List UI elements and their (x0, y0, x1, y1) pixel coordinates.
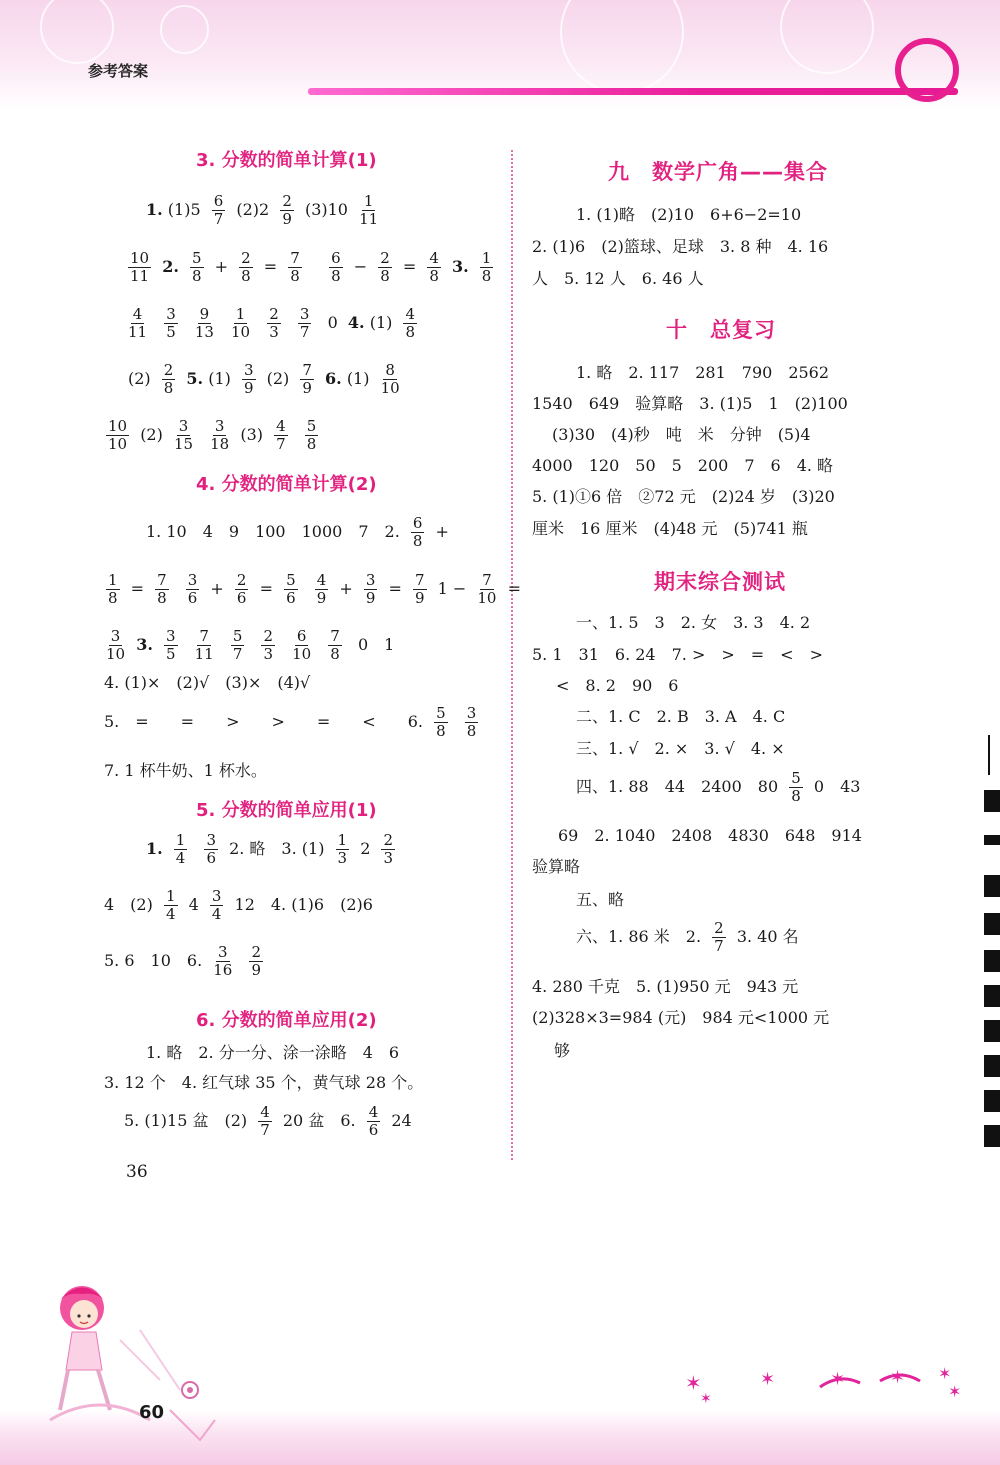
answer-text: (2) (266, 369, 290, 388)
svg-text:✶: ✶ (890, 1367, 906, 1388)
fraction: $\frac{2}{3}$ (383, 831, 394, 867)
svg-text:✶: ✶ (760, 1369, 776, 1390)
item-number: 5. (186, 369, 204, 388)
answer-line: 三、1. √ 2. × 3. √ 4. × (576, 739, 785, 758)
answer-line (100, 628, 394, 663)
answer-line: 1. 略 2. 分一分、涂一涂略 4 6 (146, 1043, 400, 1062)
fraction: $\frac{3}{5}$ (166, 305, 176, 341)
answer-text: 六、1. 86 米 2. (576, 927, 702, 946)
answer-line: < 8. 2 90 6 (556, 676, 679, 695)
fraction: $\frac{8}{10}$ (380, 361, 400, 397)
fraction: $\frac{2}{8}$ (380, 249, 390, 285)
tab-marker (984, 835, 1000, 845)
answer-text: (1) (208, 369, 231, 388)
operator: + (210, 579, 224, 598)
answer-text: (1)5 (167, 200, 201, 219)
fraction: $\frac{4}{11}$ (128, 305, 148, 341)
fraction: $\frac{2}{9}$ (251, 943, 261, 979)
fraction: $\frac{3}{18}$ (210, 417, 230, 453)
answer-line: 69 2. 1040 2408 4830 648 914 (558, 826, 862, 845)
fraction: $\frac{9}{13}$ (194, 305, 214, 341)
answer-line: 1. 略 2. 117 281 790 2562 (576, 363, 830, 382)
fraction: $\frac{3}{15}$ (173, 417, 194, 453)
tab-marker (984, 790, 1000, 812)
item-number: 3. (452, 257, 469, 276)
fraction: $\frac{7}{10}$ (477, 571, 497, 607)
answer-line: 4. (1)× (2)√ (3)× (4)√ (104, 673, 311, 692)
answer-line: 验算略 (532, 857, 581, 876)
fraction: $\frac{3}{16}$ (213, 943, 233, 979)
answer-line (128, 362, 406, 397)
answer-text: 4 (2) (104, 895, 153, 914)
operator: + (339, 579, 353, 598)
fraction: $\frac{5}{7}$ (232, 627, 243, 663)
answer-text: 24 (391, 1111, 412, 1130)
operator: = (507, 579, 521, 598)
section-title: 6. 分数的简单应用(2) (196, 1010, 377, 1031)
fraction: $\frac{1}{10}$ (231, 305, 251, 341)
answer-line (146, 193, 384, 228)
answer-text: (3)10 (304, 200, 348, 219)
fraction: $\frac{5}{8}$ (191, 249, 202, 285)
answer-line: 二、1. C 2. B 3. A 4. C (576, 707, 786, 726)
fraction: $\frac{1}{4}$ (175, 831, 186, 867)
tab-marker (984, 1020, 1000, 1042)
answer-line (104, 705, 484, 740)
answer-text: (2) (140, 425, 163, 444)
item-number: 1. (146, 200, 163, 219)
fraction: $\frac{3}{6}$ (187, 571, 198, 607)
header-bar (308, 88, 958, 95)
answer-text: 5. 6 10 6. (104, 951, 203, 970)
tab-marker (984, 1055, 1000, 1077)
answer-line: 1. (1)略 (2)10 6+6−2=10 (576, 205, 802, 224)
fraction: $\frac{7}{8}$ (157, 571, 167, 607)
column-divider (511, 150, 513, 1160)
answer-text: 2 (360, 839, 371, 858)
answer-line (146, 515, 449, 550)
fraction: $\frac{1}{8}$ (108, 571, 118, 607)
operator: = (263, 257, 278, 276)
answer-line: 人 5. 12 人 6. 46 人 (532, 269, 704, 288)
fraction: $\frac{2}{6}$ (236, 571, 247, 607)
fraction: $\frac{5}{8}$ (306, 417, 317, 453)
page-number-bottom: 60 (139, 1402, 165, 1423)
answer-line (146, 832, 401, 867)
operator: = (402, 257, 417, 276)
fraction: $\frac{1}{3}$ (337, 831, 348, 867)
answer-text: 4 (188, 895, 199, 914)
answer-line: (3)30 (4)秒 吨 米 分钟 (5)4 (552, 425, 811, 444)
answer-line (576, 920, 799, 955)
answer-line: 五、略 (576, 890, 625, 909)
answer-line: 2. (1)6 (2)篮球、足球 3. 8 种 4. 16 (532, 237, 829, 256)
answer-text: 0 1 (358, 635, 395, 654)
fraction: $\frac{3}{4}$ (211, 887, 222, 923)
operator: = (259, 579, 273, 598)
fraction: $\frac{4}{8}$ (429, 249, 439, 285)
answer-line: 4. 280 千克 5. (1)950 元 943 元 (532, 977, 799, 996)
fraction: $\frac{3}{8}$ (466, 704, 477, 740)
fraction: $\frac{7}{8}$ (330, 627, 340, 663)
tab-marker (984, 913, 1000, 935)
section-title: 期末综合测试 (654, 570, 786, 594)
fraction: $\frac{1}{4}$ (165, 887, 176, 923)
answer-text: (3) (240, 425, 263, 444)
header-circle-icon (895, 38, 959, 102)
section-title: 5. 分数的简单应用(1) (196, 800, 377, 821)
answer-text: 1. 10 4 9 100 1000 7 2. (146, 522, 400, 541)
fraction: $\frac{3}{9}$ (243, 361, 254, 397)
operator: + (214, 257, 229, 276)
fraction: $\frac{3}{9}$ (365, 571, 376, 607)
answer-line (100, 418, 324, 453)
fraction: $\frac{2}{9}$ (282, 192, 292, 228)
fraction: $\frac{7}{8}$ (290, 249, 300, 285)
answer-text: (1) (346, 369, 370, 388)
answer-text: 0 (327, 313, 338, 332)
decor-ring (160, 5, 209, 54)
answer-text: 四、1. 88 44 2400 80 (576, 777, 779, 796)
answer-line (122, 250, 499, 285)
svg-text:✶: ✶ (700, 1391, 712, 1405)
svg-text:✶: ✶ (938, 1364, 952, 1383)
answer-line: 一、1. 5 3 2. 女 3. 3 4. 2 (576, 613, 811, 632)
page-number: 36 (126, 1162, 148, 1182)
operator: + (435, 522, 449, 541)
answer-text: (1) (369, 313, 393, 332)
answer-line (100, 572, 521, 607)
tab-marker (984, 950, 1000, 972)
answer-line (576, 770, 860, 805)
fraction: $\frac{4}{7}$ (260, 1103, 270, 1139)
tab-marker (984, 1090, 1000, 1112)
item-number: 1. (146, 839, 163, 858)
answer-line: 厘米 16 厘米 (4)48 元 (5)741 瓶 (532, 519, 808, 538)
item-number: 3. (136, 635, 153, 654)
fraction: $\frac{2}{3}$ (269, 305, 279, 341)
item-number: 4. (347, 313, 365, 332)
section-title: 3. 分数的简单计算(1) (196, 150, 377, 171)
section-title: 十 总复习 (666, 318, 776, 342)
fraction: $\frac{6}{8}$ (331, 249, 341, 285)
answer-text: (2)2 (236, 200, 270, 219)
svg-text:✶: ✶ (685, 1371, 702, 1395)
fraction: $\frac{2}{7}$ (714, 919, 724, 955)
answer-line: 1540 649 验算略 3. (1)5 1 (2)100 (532, 394, 848, 413)
answer-line (104, 888, 373, 923)
fraction: $\frac{5}{8}$ (791, 769, 801, 805)
fraction: $\frac{7}{11}$ (194, 627, 214, 663)
fraction: $\frac{1}{11}$ (359, 192, 379, 228)
fraction: $\frac{7}{9}$ (414, 571, 425, 607)
answer-line: 够 (554, 1041, 571, 1060)
answer-text: 0 43 (813, 777, 861, 796)
girl-illustration (40, 1270, 240, 1450)
fraction: $\frac{3}{7}$ (299, 305, 310, 341)
answer-line: 3. 12 个 4. 红气球 35 个，黄气球 28 个。 (104, 1073, 424, 1092)
answer-line: 4000 120 50 5 200 7 6 4. 略 (532, 456, 834, 475)
answer-line (122, 306, 423, 341)
answer-text: (2) (128, 369, 151, 388)
fraction: $\frac{2}{8}$ (163, 361, 174, 397)
svg-text:✶: ✶ (948, 1382, 962, 1401)
fraction: $\frac{3}{5}$ (165, 627, 176, 663)
fraction: $\frac{3}{6}$ (206, 831, 216, 867)
fraction: $\frac{4}{8}$ (405, 305, 416, 341)
answer-text: 20 盆 6. (282, 1111, 356, 1130)
fraction: $\frac{10}{11}$ (130, 249, 150, 285)
operator: = (130, 579, 145, 598)
fraction: $\frac{4}{9}$ (316, 571, 327, 607)
answer-text: 2. 略 3. (1) (229, 839, 325, 858)
side-index-tabs (980, 735, 1000, 1155)
answer-line: 7. 1 杯牛奶、1 杯水。 (104, 761, 267, 780)
answer-text: 5. = = > > = < 6. (104, 712, 423, 731)
section-title: 九 数学广角——集合 (608, 160, 828, 184)
fraction: $\frac{10}{10}$ (108, 417, 128, 453)
fraction: $\frac{6}{10}$ (292, 627, 312, 663)
section-title: 4. 分数的简单计算(2) (196, 474, 377, 495)
fraction: $\frac{4}{7}$ (276, 417, 286, 453)
tab-marker (984, 985, 1000, 1007)
answer-text: 5. (1)15 盆 (2) (124, 1111, 248, 1130)
fraction: $\frac{6}{8}$ (412, 514, 423, 550)
fraction: $\frac{5}{8}$ (436, 704, 446, 740)
answer-line (104, 944, 269, 979)
fraction: $\frac{3}{10}$ (106, 627, 126, 663)
svg-text:✶: ✶ (830, 1369, 846, 1390)
tab-marker (988, 735, 990, 775)
fraction: $\frac{6}{7}$ (213, 192, 224, 228)
answer-line: (2)328×3=984 (元) 984 元<1000 元 (532, 1008, 830, 1027)
fraction: $\frac{4}{6}$ (368, 1103, 379, 1139)
operator: − (353, 257, 368, 276)
fraction: $\frac{7}{9}$ (302, 361, 312, 397)
answer-text: 12 4. (1)6 (2)6 (234, 895, 373, 914)
item-number: 2. (162, 257, 179, 276)
answer-text: 3. 40 名 (736, 927, 799, 946)
tab-marker (984, 875, 1000, 897)
operator: = (388, 579, 402, 598)
answer-line: 5. (1)①6 倍 ②72 元 (2)24 岁 (3)20 (532, 487, 835, 506)
fraction: $\frac{2}{8}$ (241, 249, 251, 285)
answer-line: 5. 1 31 6. 24 7. > > = < > (532, 645, 823, 664)
item-number: 6. (325, 369, 342, 388)
fraction: $\frac{5}{6}$ (286, 571, 296, 607)
header-label: 参考答案 (88, 62, 149, 80)
stars-decoration (680, 1355, 980, 1405)
fraction: $\frac{2}{3}$ (263, 627, 273, 663)
tab-marker (984, 1125, 1000, 1147)
operator: 1 − (437, 579, 467, 598)
answer-line (124, 1104, 412, 1139)
fraction: $\frac{1}{8}$ (481, 249, 492, 285)
